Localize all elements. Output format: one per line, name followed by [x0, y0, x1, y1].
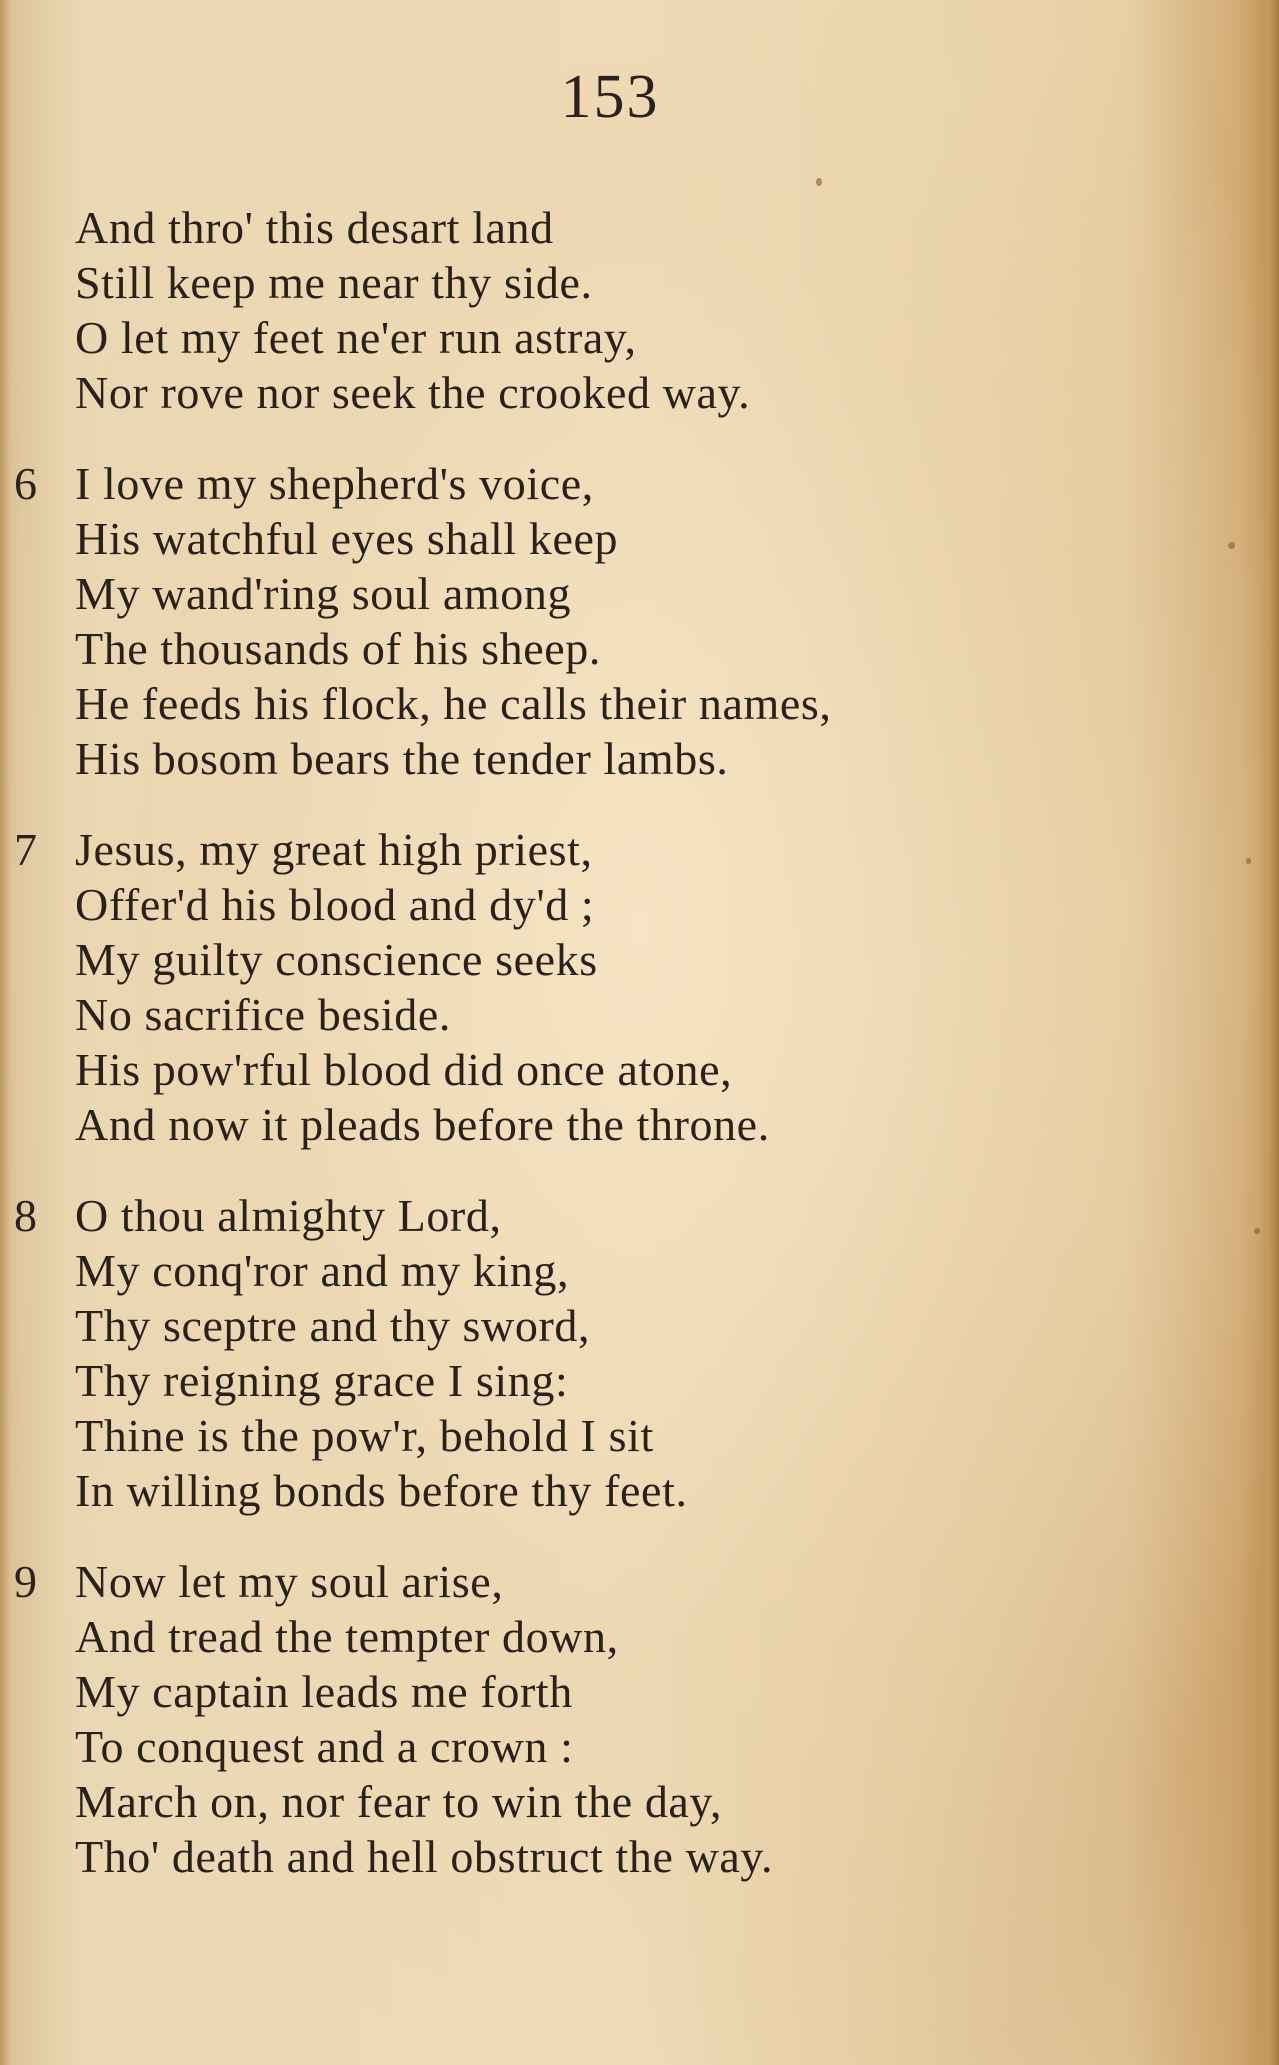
verse-line: My conq'ror and my king, [75, 1245, 570, 1296]
verse-line: In willing bonds before thy feet. [75, 1465, 688, 1516]
verse-line: No sacrifice beside. [75, 989, 452, 1040]
verse-line: His watchful eyes shall keep [75, 513, 619, 564]
verse-line: My guilty conscience seeks [75, 934, 598, 985]
verse-line: He feeds his flock, he calls their names, [75, 678, 832, 729]
verse-line: I love my shepherd's voice, [75, 458, 594, 509]
verse-line: O thou almighty Lord, [75, 1190, 502, 1241]
verse-line: March on, nor fear to win the day, [75, 1776, 723, 1827]
stanza-9 [0, 1554, 1250, 1884]
verse-line: Thy sceptre and thy sword, [75, 1300, 591, 1351]
stanza-8 [0, 1188, 1250, 1518]
verse-number: 9 [14, 1556, 37, 1607]
foxing-spot [816, 178, 822, 186]
verse-line: Jesus, my great high priest, [75, 824, 593, 875]
verse-line: To conquest and a crown : [75, 1721, 574, 1772]
verse-line: The thousands of his sheep. [75, 623, 601, 674]
verse-line: Still keep me near thy side. [75, 257, 593, 308]
verse-number: 7 [14, 824, 37, 875]
verse-line: Tho' death and hell obstruct the way. [75, 1831, 774, 1882]
verse-line: My captain leads me forth [75, 1666, 573, 1717]
verse-line: His pow'rful blood did once atone, [75, 1044, 733, 1095]
page-number: 153 [560, 63, 660, 131]
verse-number: 6 [14, 458, 37, 509]
stanza-7 [0, 822, 1250, 1152]
verse-line: Offer'd his blood and dy'd ; [75, 879, 595, 930]
verse-line: Nor rove nor seek the crooked way. [75, 367, 751, 418]
verse-number: 8 [14, 1190, 37, 1241]
verse-line: Now let my soul arise, [75, 1556, 504, 1607]
foxing-spot [1254, 1228, 1260, 1234]
stanza-6 [0, 456, 1250, 786]
verse-line: And tread the tempter down, [75, 1611, 619, 1662]
verse-line: And thro' this desart land [75, 202, 554, 253]
stanza-continuation [0, 200, 1250, 420]
verse-line: His bosom bears the tender lambs. [75, 733, 729, 784]
verse-line: Thine is the pow'r, behold I sit [75, 1410, 654, 1461]
verse-line: And now it pleads before the throne. [75, 1099, 770, 1150]
verse-line: My wand'ring soul among [75, 568, 572, 619]
hymn-text [0, 200, 1250, 1920]
verse-line: O let my feet ne'er run astray, [75, 312, 637, 363]
page-right-edge [1257, 0, 1279, 2065]
verse-line: Thy reigning grace I sing: [75, 1355, 569, 1406]
